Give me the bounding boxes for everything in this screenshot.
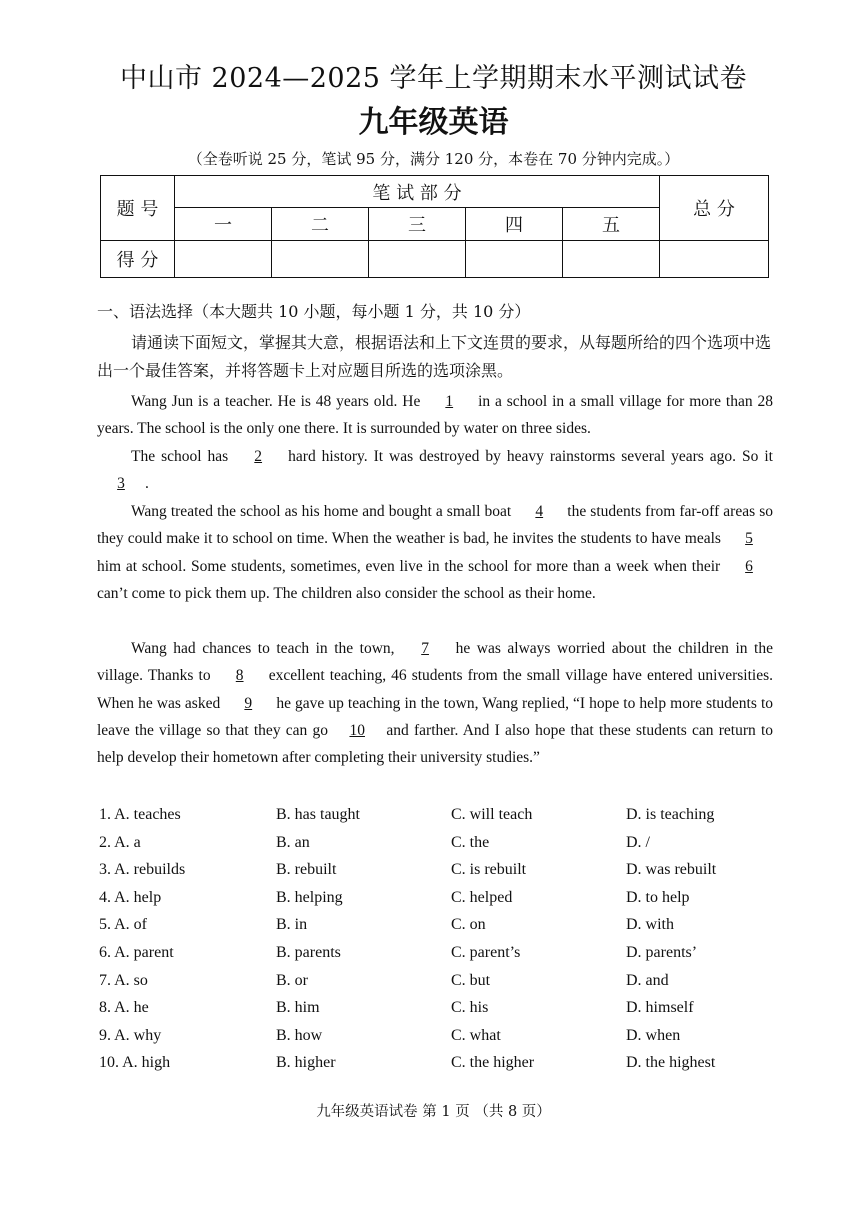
blank-6: 6: [745, 557, 753, 575]
option-a: 2. A. a: [99, 833, 141, 851]
score-cell-5: [563, 241, 660, 278]
passage-text: Wang had chances to teach in the town,: [131, 640, 402, 657]
option-row-3: [99, 861, 799, 889]
passage-text: Wang treated the school as his home and bought a small boat: [131, 503, 516, 520]
blank-10: 10: [349, 721, 365, 739]
option-a: 3. A. rebuilds: [99, 861, 186, 879]
option-b: B. parents: [276, 943, 341, 961]
option-d: D. with: [626, 916, 674, 934]
option-c: C. is rebuilt: [451, 861, 527, 879]
blank-3: 3: [117, 475, 125, 493]
exam-title: 中山市 2024—2025 学年上学期期末水平测试试卷: [119, 63, 748, 94]
option-d: D. to help: [626, 888, 690, 906]
option-b: B. has taught: [276, 806, 360, 823]
option-b: B. or: [276, 971, 308, 989]
passage-text: can’t come to pick them up. The children also consider the school as their home.: [97, 584, 596, 602]
option-d: D. and: [626, 971, 669, 989]
option-row-4: [99, 889, 799, 917]
option-b: B. how: [276, 1026, 323, 1044]
passage-text: the students from far-off areas so they could make it to school on time. When the weather is bad, he invites the students to have meals: [97, 503, 773, 548]
options-list: [99, 806, 799, 1082]
passage-paragraph-4: [97, 635, 773, 771]
row-header-cell: 题 号: [101, 176, 175, 241]
option-c: C. parent’s: [451, 943, 521, 961]
option-d: D. himself: [626, 999, 694, 1017]
part-3-header: 三: [369, 208, 466, 241]
option-c: C. on: [451, 916, 486, 934]
blank-7: 7: [421, 640, 429, 657]
passage-text: Wang Jun is a teacher. He is 48 years old. He: [131, 393, 426, 410]
option-c: C. will teach: [451, 806, 533, 823]
option-a: 6. A. parent: [99, 943, 174, 961]
section-instruction: 请通读下面短文，掌握其大意，根据语法和上下文连贯的要求，从每题所给的四个选项中选出一个最佳答案，并将答题卡上对应题目所选的选项涂黑。: [97, 333, 772, 380]
option-a: 10. A. high: [99, 1054, 171, 1072]
blank-2: 2: [254, 448, 263, 465]
option-a: 5. A. of: [99, 916, 147, 934]
option-row-9: [99, 1027, 799, 1055]
option-a: 1. A. teaches: [99, 806, 181, 823]
option-row-1: [99, 806, 799, 834]
blank-8: 8: [235, 667, 244, 685]
option-a: 9. A. why: [99, 1026, 162, 1044]
passage-paragraph-1: [97, 388, 773, 443]
option-b: B. higher: [276, 1054, 336, 1072]
passage-paragraph-3: [97, 498, 773, 607]
option-row-6: [99, 944, 799, 972]
section-heading: 一、语法选择（本大题共 10 小题，每小题 1 分，共 10 分）: [97, 302, 531, 321]
option-row-8: [99, 999, 799, 1027]
option-c: C. his: [451, 999, 489, 1017]
score-cell-3: [369, 241, 466, 278]
passage-text: excellent teaching, 46 students from the small village have entered universities. When he was asked: [97, 667, 773, 712]
option-c: C. helped: [451, 888, 513, 906]
exam-subtitle: 九年级英语: [358, 105, 509, 140]
score-cell-2: [272, 241, 369, 278]
written-part-header: 笔 试 部 分: [175, 176, 660, 208]
option-c: C. the higher: [451, 1054, 535, 1072]
part-5-header: 五: [563, 208, 660, 241]
option-c: C. but: [451, 971, 491, 989]
passage-text: in a school in a small village for more than 28 years. The school is the only one there. It is surrounded by water on three sides.: [97, 393, 773, 438]
score-cell-total: [660, 241, 769, 278]
option-row-2: [99, 834, 799, 862]
passage-paragraph-2: [97, 443, 773, 498]
option-a: 4. A. help: [99, 888, 162, 906]
blank-5: 5: [745, 530, 753, 548]
score-table: [100, 175, 769, 278]
passage-text: he gave up teaching in the town, Wang replied, “I hope to help more students to leave the village so that they can go: [97, 694, 773, 739]
passage-text: he was always worried about the children in the village. Thanks to: [97, 640, 773, 685]
part-2-header: 二: [272, 208, 369, 241]
option-c: C. the: [451, 833, 490, 851]
option-a: 7. A. so: [99, 971, 148, 989]
score-label-cell: 得 分: [101, 241, 175, 278]
option-b: B. rebuilt: [276, 861, 337, 879]
option-a: 8. A. he: [99, 999, 149, 1017]
blank-4: 4: [535, 503, 544, 520]
page-footer: 九年级英语试卷 第 1 页 （共 8 页）: [316, 1104, 551, 1120]
part-4-header: 四: [466, 208, 563, 241]
total-header: 总 分: [660, 176, 769, 241]
exam-note: （全卷听说 25 分，笔试 95 分，满分 120 分，本卷在 70 分钟内完成。）: [187, 150, 680, 168]
passage-text: hard history. It was destroyed by heavy rainstorms several years ago. So it: [282, 448, 773, 465]
blank-9: 9: [244, 694, 253, 712]
option-row-5: [99, 916, 799, 944]
option-d: D. /: [626, 833, 650, 851]
option-d: D. parents’: [626, 943, 698, 961]
option-row-10: [99, 1054, 799, 1082]
option-b: B. helping: [276, 888, 343, 906]
option-d: D. the highest: [626, 1054, 716, 1072]
passage-text: and farther. And I also hope that these students can return to help develop their hometown after completing their university studies.”: [97, 721, 774, 767]
passage-text: The school has: [131, 448, 235, 465]
blank-1: 1: [445, 393, 454, 410]
passage-text: .: [145, 475, 149, 493]
option-d: D. is teaching: [626, 806, 715, 823]
option-b: B. him: [276, 999, 320, 1017]
score-cell-1: [175, 241, 272, 278]
option-row-7: [99, 972, 799, 1000]
option-d: D. when: [626, 1026, 681, 1044]
option-b: B. in: [276, 916, 308, 934]
score-cell-4: [466, 241, 563, 278]
option-d: D. was rebuilt: [626, 861, 717, 879]
option-b: B. an: [276, 833, 310, 851]
option-c: C. what: [451, 1026, 501, 1044]
passage-text: him at school. Some students, sometimes, even live in the school for more than a week when their: [97, 557, 725, 575]
part-1-header: 一: [175, 208, 272, 241]
